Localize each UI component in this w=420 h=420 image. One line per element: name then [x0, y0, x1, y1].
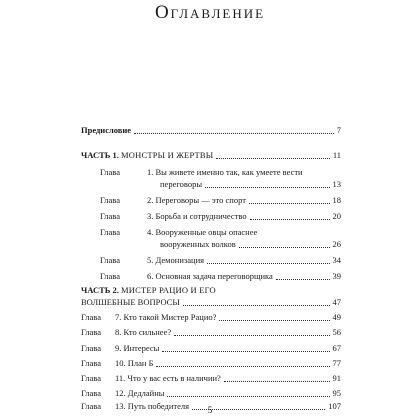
- toc-page-number: 56: [332, 327, 341, 337]
- page-title: Оглавление: [154, 2, 266, 23]
- chapter-word: Глава: [81, 373, 101, 383]
- chapter-title-text: Кто такой Мистер Рацио?: [123, 312, 217, 322]
- chapter-title-text: Что у вас есть в наличии?: [127, 373, 221, 383]
- part-title: МИСТЕР РАЦИО И ЕГО: [121, 285, 216, 295]
- chapter-num: 13.: [115, 401, 126, 411]
- chapter-word: Глава: [100, 271, 120, 281]
- toc-entry-part-2-cont[interactable]: [81, 296, 341, 308]
- toc-entry-chapter-4-cont[interactable]: [160, 238, 341, 250]
- chapter-num: 3.: [147, 211, 154, 221]
- chapter-title: [147, 227, 257, 238]
- toc-page-number: 67: [332, 343, 341, 353]
- chapter-num: 10.: [115, 358, 126, 368]
- toc-page-number: 7: [336, 125, 341, 135]
- chapter-title-text: Путь победителя: [127, 401, 190, 411]
- dot-leader: [162, 350, 329, 352]
- page-number: 5: [207, 405, 213, 415]
- toc-entry-chapter-7[interactable]: [81, 311, 341, 323]
- toc-entry-chapter-11[interactable]: [81, 372, 341, 384]
- chapter-title-text: Дедлайны: [127, 388, 165, 398]
- chapter-title: [115, 388, 164, 399]
- chapter-title-text: План Б: [127, 358, 154, 368]
- chapter-title: [147, 255, 204, 266]
- toc-entry-chapter-12[interactable]: [81, 387, 341, 399]
- part-prefix: ЧАСТЬ 2.: [81, 285, 119, 295]
- chapter-word: Глава: [100, 255, 120, 265]
- dot-leader: [239, 246, 330, 248]
- chapter-num: 4.: [147, 227, 154, 237]
- chapter-title-text: Кто сильнее?: [123, 327, 172, 337]
- toc-entry-preface[interactable]: [81, 124, 341, 136]
- chapter-title: [115, 312, 216, 323]
- chapter-title: [115, 373, 221, 384]
- toc-page-number: 13: [332, 179, 341, 189]
- chapter-title: [147, 195, 246, 206]
- toc-page-number: 49: [332, 312, 341, 322]
- chapter-num: 7.: [115, 312, 122, 322]
- toc-entry-chapter-1[interactable]: [100, 166, 341, 178]
- dot-leader: [276, 278, 330, 280]
- toc-page-number: 47: [332, 297, 341, 307]
- chapter-title: [147, 271, 273, 282]
- dot-leader: [250, 218, 330, 220]
- toc-page-number: 20: [332, 211, 341, 221]
- toc-part-label: [81, 285, 216, 296]
- chapter-title-text: Вооруженные овцы опаснее: [155, 227, 258, 237]
- toc-entry-label: Предисловие: [81, 125, 132, 135]
- dot-leader: [156, 365, 329, 367]
- toc-page-number: 91: [332, 373, 341, 383]
- toc-page-number: 95: [332, 388, 341, 398]
- toc-page-number: 26: [332, 239, 341, 249]
- chapter-word: Глава: [81, 327, 101, 337]
- toc-page-number: 39: [332, 271, 341, 281]
- toc-entry-chapter-1-cont[interactable]: [160, 178, 341, 190]
- chapter-word: Глава: [100, 195, 120, 205]
- chapter-title: [147, 211, 247, 222]
- chapter-title: [115, 343, 159, 354]
- toc-entry-chapter-9[interactable]: [81, 342, 341, 354]
- toc-page-number: 11: [332, 150, 341, 160]
- chapter-word: Глава: [81, 401, 101, 411]
- dot-leader: [216, 157, 329, 159]
- chapter-title: [115, 358, 153, 369]
- chapter-word: Глава: [81, 358, 101, 368]
- chapter-num: 2.: [147, 195, 154, 205]
- toc-entry-chapter-2[interactable]: [100, 194, 341, 206]
- chapter-num: 5.: [147, 255, 154, 265]
- toc-entry-chapter-3[interactable]: [100, 210, 341, 222]
- chapter-word: Глава: [81, 312, 101, 322]
- chapter-word: Глава: [100, 167, 120, 177]
- part-title: МОНСТРЫ И ЖЕРТВЫ: [121, 150, 214, 160]
- toc-entry-part-1[interactable]: [81, 149, 341, 161]
- chapter-word: Глава: [100, 211, 120, 221]
- chapter-title-text: Вы живете именно так, как умеете вести: [155, 167, 303, 177]
- toc-page-number: 107: [328, 401, 341, 411]
- dot-leader: [224, 380, 330, 382]
- chapter-title: [147, 167, 303, 178]
- dot-leader: [249, 202, 330, 204]
- chapter-title-text: Борьба и сотрудничество: [155, 211, 247, 221]
- chapter-title-text: Переговоры — это спорт: [155, 195, 246, 205]
- chapter-num: 12.: [115, 388, 126, 398]
- dot-leader: [219, 319, 329, 321]
- toc-entry-chapter-8[interactable]: [81, 326, 341, 338]
- chapter-num: 6.: [147, 271, 154, 281]
- chapter-num: 11.: [115, 373, 126, 383]
- chapter-title-cont: вооруженных волков: [160, 239, 236, 249]
- toc-entry-chapter-10[interactable]: [81, 357, 341, 369]
- chapter-title: [115, 327, 171, 338]
- chapter-word: Глава: [81, 388, 101, 398]
- dot-leader: [205, 186, 329, 188]
- chapter-num: 9.: [115, 343, 122, 353]
- chapter-title-text: Основная задача переговорщика: [155, 271, 273, 281]
- toc-page-number: 77: [332, 358, 341, 368]
- dot-leader: [174, 334, 329, 336]
- toc-entry-chapter-5[interactable]: [100, 254, 341, 266]
- chapter-title-text: Демонизация: [155, 255, 205, 265]
- dot-leader: [183, 304, 330, 306]
- chapter-num: 8.: [115, 327, 122, 337]
- toc-entry-part-2[interactable]: [81, 284, 341, 296]
- toc-page-number: 34: [332, 255, 341, 265]
- chapter-title-text: Интересы: [123, 343, 160, 353]
- chapter-title-cont: переговоры: [160, 179, 203, 189]
- toc-page-number: 18: [332, 195, 341, 205]
- toc-entry-chapter-4[interactable]: [100, 226, 341, 238]
- chapter-word: Глава: [81, 343, 101, 353]
- part-title-cont: ВОЛШЕБНЫЕ ВОПРОСЫ: [81, 297, 180, 307]
- chapter-word: Глава: [100, 227, 120, 237]
- dot-leader: [134, 132, 334, 134]
- toc-entry-chapter-6[interactable]: [100, 270, 341, 282]
- toc-part-label: [81, 150, 213, 161]
- chapter-num: 1.: [147, 167, 154, 177]
- part-prefix: ЧАСТЬ 1.: [81, 150, 119, 160]
- dot-leader: [207, 262, 329, 264]
- dot-leader: [167, 395, 329, 397]
